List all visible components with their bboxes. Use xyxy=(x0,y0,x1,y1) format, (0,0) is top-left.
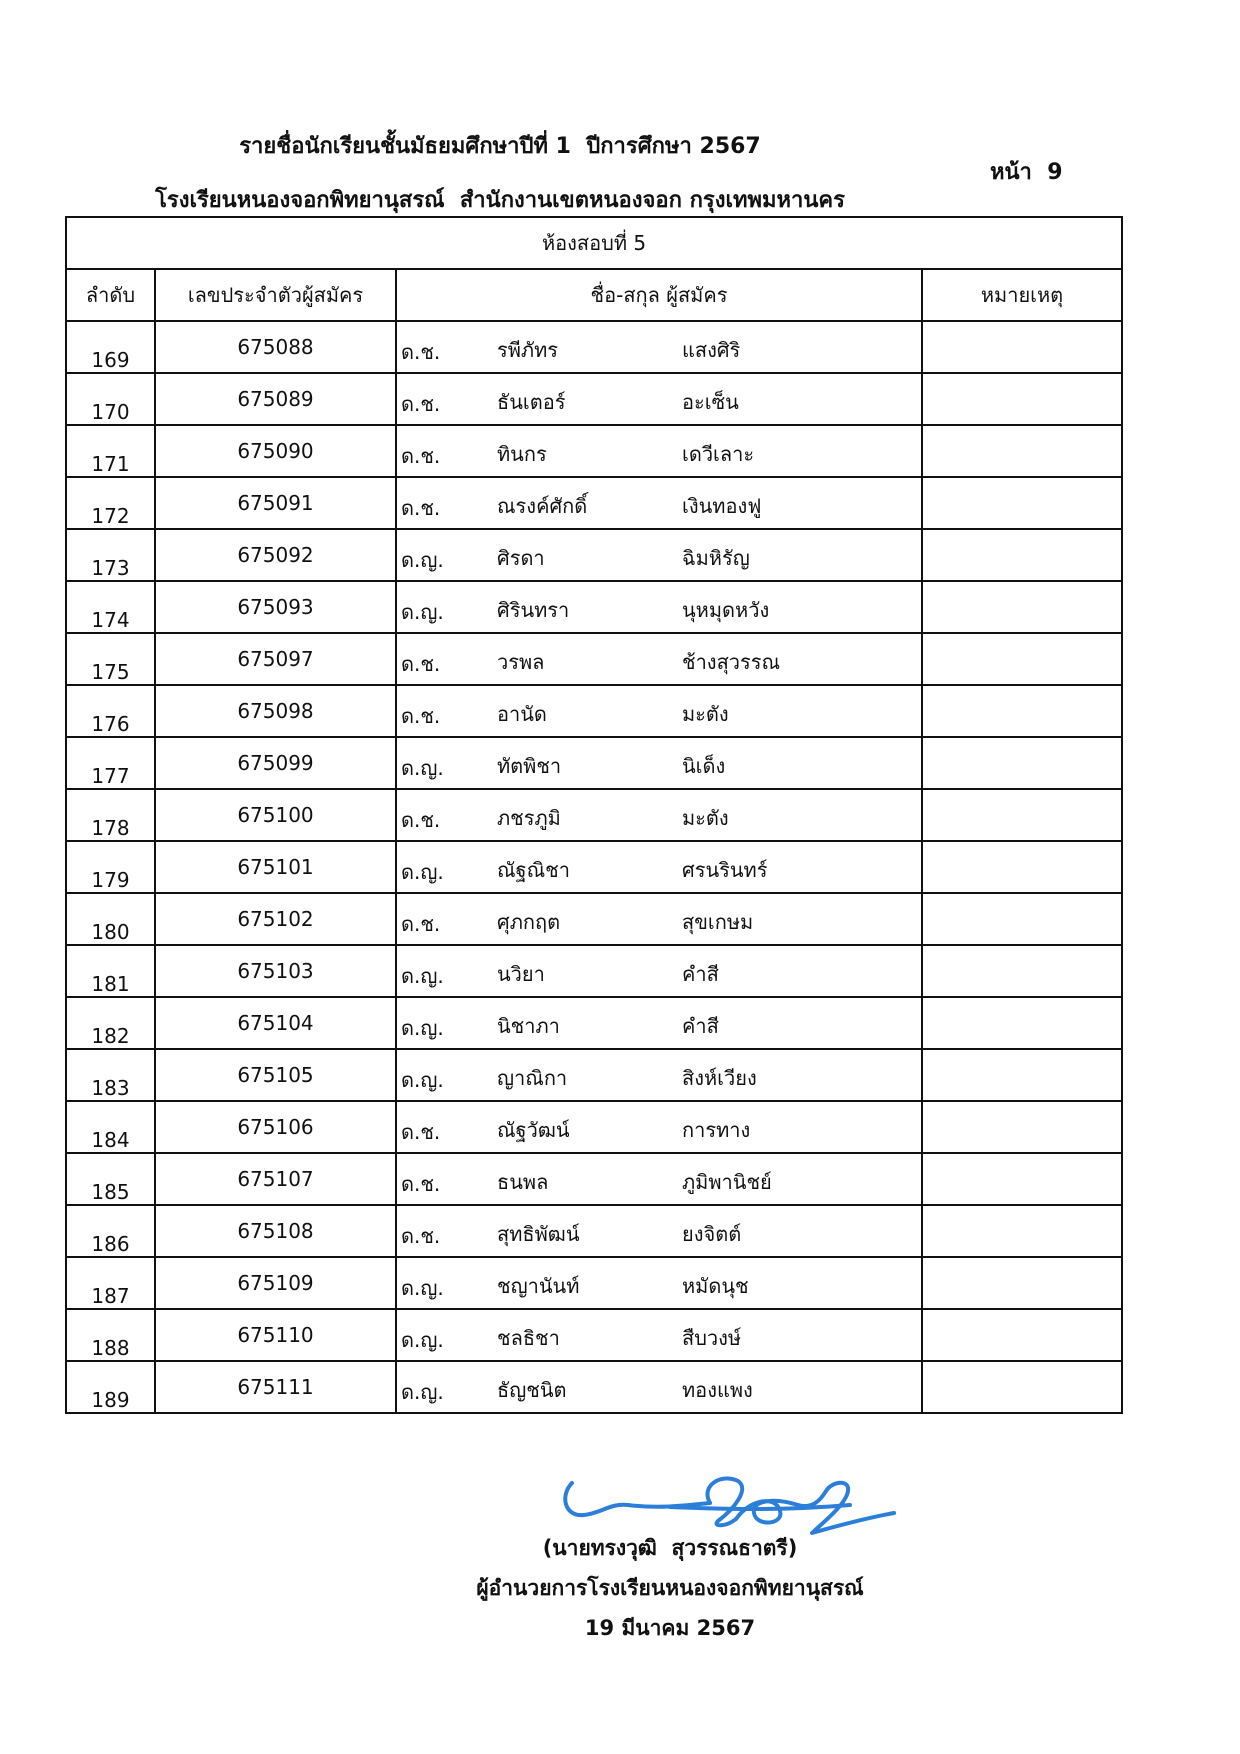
cell-name xyxy=(396,1101,922,1153)
name-prefix: ด.ญ. xyxy=(401,1276,444,1300)
first-name: ณัฐณิชา xyxy=(497,858,570,882)
cell-applicant-id: 675107 xyxy=(155,1153,396,1205)
table-row xyxy=(66,581,1122,633)
cell-remark xyxy=(922,581,1122,633)
name-prefix: ด.ญ. xyxy=(401,1016,444,1040)
table-row xyxy=(66,1257,1122,1309)
name-prefix: ด.ช. xyxy=(401,340,441,364)
first-name: สุทธิพัฒน์ xyxy=(497,1222,580,1246)
cell-no: 177 xyxy=(66,737,155,789)
last-name: หมัดนุช xyxy=(682,1274,749,1298)
cell-no: 181 xyxy=(66,945,155,997)
first-name: ศุภกฤต xyxy=(497,910,561,934)
cell-applicant-id: 675108 xyxy=(155,1205,396,1257)
table-row xyxy=(66,1361,1122,1413)
cell-no: 170 xyxy=(66,373,155,425)
cell-no: 179 xyxy=(66,841,155,893)
table-row xyxy=(66,841,1122,893)
last-name: มะตัง xyxy=(682,806,729,830)
table-row xyxy=(66,737,1122,789)
cell-name xyxy=(396,841,922,893)
name-prefix: ด.ช. xyxy=(401,704,441,728)
name-prefix: ด.ช. xyxy=(401,808,441,832)
cell-no: 171 xyxy=(66,425,155,477)
last-name: นุหมุดหวัง xyxy=(682,598,770,622)
table-row xyxy=(66,633,1122,685)
last-name: คำสี xyxy=(682,962,719,986)
cell-name xyxy=(396,373,922,425)
cell-remark xyxy=(922,841,1122,893)
first-name: ทัตพิชา xyxy=(497,754,562,778)
cell-remark xyxy=(922,1361,1122,1413)
signer-position: ผู้อำนวยการโรงเรียนหนองจอกพิทยานุสรณ์ xyxy=(476,1576,864,1600)
first-name: ชลธิชา xyxy=(497,1326,560,1350)
cell-name xyxy=(396,1361,922,1413)
cell-no: 182 xyxy=(66,997,155,1049)
cell-applicant-id: 675093 xyxy=(155,581,396,633)
cell-remark xyxy=(922,1257,1122,1309)
cell-name xyxy=(396,997,922,1049)
cell-applicant-id: 675092 xyxy=(155,529,396,581)
roster-table xyxy=(65,216,1123,1414)
name-prefix: ด.ญ. xyxy=(401,756,444,780)
cell-name xyxy=(396,425,922,477)
last-name: มะตัง xyxy=(682,702,729,726)
room-header-row xyxy=(66,217,1122,269)
last-name: สิงห์เวียง xyxy=(682,1066,757,1090)
cell-no: 187 xyxy=(66,1257,155,1309)
school-subtitle: โรงเรียนหนองจอกพิทยานุสรณ์ สำนักงานเขตหนองจอก กรุงเทพมหานคร xyxy=(155,188,845,213)
table-row xyxy=(66,1309,1122,1361)
cell-name xyxy=(396,945,922,997)
cell-remark xyxy=(922,997,1122,1049)
last-name: ยงจิตต์ xyxy=(682,1222,742,1246)
cell-remark xyxy=(922,529,1122,581)
cell-no: 175 xyxy=(66,633,155,685)
cell-applicant-id: 675109 xyxy=(155,1257,396,1309)
cell-applicant-id: 675098 xyxy=(155,685,396,737)
room-title: ห้องสอบที่ 5 xyxy=(66,217,1122,269)
cell-name xyxy=(396,893,922,945)
first-name: ธันเตอร์ xyxy=(497,390,566,414)
cell-name xyxy=(396,633,922,685)
cell-applicant-id: 675106 xyxy=(155,1101,396,1153)
cell-applicant-id: 675103 xyxy=(155,945,396,997)
last-name: แสงศิริ xyxy=(682,338,741,362)
first-name: ภชรภูมิ xyxy=(497,806,561,830)
cell-no: 186 xyxy=(66,1205,155,1257)
cell-name xyxy=(396,1309,922,1361)
roster-body xyxy=(66,321,1122,1413)
column-header-applicant-id: เลขประจำตัวผู้สมัคร xyxy=(155,269,396,321)
cell-remark xyxy=(922,945,1122,997)
cell-remark xyxy=(922,321,1122,373)
last-name: ศรนรินทร์ xyxy=(682,858,768,882)
first-name: ณรงค์ศักดิ์ xyxy=(497,494,588,518)
column-header-name: ชื่อ-สกุล ผู้สมัคร xyxy=(396,269,922,321)
cell-applicant-id: 675099 xyxy=(155,737,396,789)
cell-name xyxy=(396,685,922,737)
cell-remark xyxy=(922,893,1122,945)
cell-remark xyxy=(922,477,1122,529)
cell-remark xyxy=(922,373,1122,425)
name-prefix: ด.ช. xyxy=(401,912,441,936)
first-name: ณัฐวัฒน์ xyxy=(497,1118,570,1142)
signer-name: (นายทรงวุฒิ สุวรรณธาตรี) xyxy=(542,1536,798,1560)
cell-no: 172 xyxy=(66,477,155,529)
cell-remark xyxy=(922,425,1122,477)
cell-applicant-id: 675110 xyxy=(155,1309,396,1361)
column-header-row xyxy=(66,269,1122,321)
table-row xyxy=(66,1153,1122,1205)
first-name: ศิรดา xyxy=(497,546,545,570)
table-row xyxy=(66,373,1122,425)
cell-name xyxy=(396,1205,922,1257)
column-header-no: ลำดับ xyxy=(66,269,155,321)
cell-no: 178 xyxy=(66,789,155,841)
cell-applicant-id: 675089 xyxy=(155,373,396,425)
table-row xyxy=(66,997,1122,1049)
last-name: นิเด็ง xyxy=(682,754,726,778)
cell-name xyxy=(396,321,922,373)
last-name: คำสี xyxy=(682,1014,719,1038)
cell-applicant-id: 675091 xyxy=(155,477,396,529)
cell-applicant-id: 675102 xyxy=(155,893,396,945)
column-header-remark: หมายเหตุ xyxy=(922,269,1122,321)
last-name: อะเซ็น xyxy=(682,390,739,414)
name-prefix: ด.ญ. xyxy=(401,1068,444,1092)
table-row xyxy=(66,945,1122,997)
first-name: ศิรินทรา xyxy=(497,598,570,622)
table-row xyxy=(66,1049,1122,1101)
table-row xyxy=(66,321,1122,373)
table-row xyxy=(66,685,1122,737)
first-name: นิชาภา xyxy=(497,1014,560,1038)
first-name: ทินกร xyxy=(497,442,547,466)
cell-remark xyxy=(922,1205,1122,1257)
cell-applicant-id: 675101 xyxy=(155,841,396,893)
first-name: ธัญชนิต xyxy=(497,1378,567,1402)
cell-remark xyxy=(922,737,1122,789)
cell-remark xyxy=(922,789,1122,841)
document-date: 19 มีนาคม 2567 xyxy=(584,1616,756,1640)
table-row xyxy=(66,477,1122,529)
name-prefix: ด.ญ. xyxy=(401,964,444,988)
cell-no: 173 xyxy=(66,529,155,581)
cell-applicant-id: 675097 xyxy=(155,633,396,685)
cell-no: 169 xyxy=(66,321,155,373)
cell-no: 183 xyxy=(66,1049,155,1101)
cell-name xyxy=(396,1049,922,1101)
table-row xyxy=(66,893,1122,945)
first-name: ธนพล xyxy=(497,1170,549,1194)
cell-no: 174 xyxy=(66,581,155,633)
page-number: หน้า 9 xyxy=(990,160,1063,185)
cell-applicant-id: 675100 xyxy=(155,789,396,841)
last-name: สืบวงษ์ xyxy=(682,1326,742,1350)
table-row xyxy=(66,425,1122,477)
cell-remark xyxy=(922,633,1122,685)
cell-remark xyxy=(922,1309,1122,1361)
table-row xyxy=(66,1205,1122,1257)
cell-name xyxy=(396,477,922,529)
cell-no: 188 xyxy=(66,1309,155,1361)
cell-name xyxy=(396,789,922,841)
cell-no: 189 xyxy=(66,1361,155,1413)
last-name: เดวีเลาะ xyxy=(682,442,755,466)
cell-no: 184 xyxy=(66,1101,155,1153)
cell-no: 176 xyxy=(66,685,155,737)
name-prefix: ด.ญ. xyxy=(401,860,444,884)
first-name: ชญานันท์ xyxy=(497,1274,580,1298)
first-name: ญาณิกา xyxy=(497,1066,568,1090)
first-name: รพีภัทร xyxy=(497,338,559,362)
name-prefix: ด.ญ. xyxy=(401,1328,444,1352)
first-name: วรพล xyxy=(497,650,545,674)
cell-name xyxy=(396,1153,922,1205)
first-name: นวิยา xyxy=(497,962,545,986)
cell-no: 185 xyxy=(66,1153,155,1205)
cell-remark xyxy=(922,685,1122,737)
first-name: อานัด xyxy=(497,702,547,726)
cell-name xyxy=(396,1257,922,1309)
document-title: รายชื่อนักเรียนชั้นมัธยมศึกษาปีที่ 1 ปีการศึกษา 2567 xyxy=(239,134,761,159)
last-name: ภูมิพานิชย์ xyxy=(682,1170,772,1194)
cell-remark xyxy=(922,1101,1122,1153)
name-prefix: ด.ช. xyxy=(401,1224,441,1248)
table-row xyxy=(66,789,1122,841)
cell-applicant-id: 675111 xyxy=(155,1361,396,1413)
name-prefix: ด.ช. xyxy=(401,496,441,520)
name-prefix: ด.ช. xyxy=(401,1120,441,1144)
name-prefix: ด.ญ. xyxy=(401,600,444,624)
last-name: สุขเกษม xyxy=(682,910,754,934)
name-prefix: ด.ช. xyxy=(401,444,441,468)
last-name: ฉิมหิรัญ xyxy=(682,546,750,570)
name-prefix: ด.ช. xyxy=(401,652,441,676)
cell-remark xyxy=(922,1049,1122,1101)
cell-applicant-id: 675090 xyxy=(155,425,396,477)
table-row xyxy=(66,529,1122,581)
cell-no: 180 xyxy=(66,893,155,945)
cell-applicant-id: 675088 xyxy=(155,321,396,373)
last-name: ทองแพง xyxy=(682,1378,753,1402)
name-prefix: ด.ญ. xyxy=(401,548,444,572)
name-prefix: ด.ช. xyxy=(401,392,441,416)
last-name: การทาง xyxy=(682,1118,751,1142)
table-row xyxy=(66,1101,1122,1153)
cell-applicant-id: 675105 xyxy=(155,1049,396,1101)
cell-name xyxy=(396,529,922,581)
last-name: ช้างสุวรรณ xyxy=(682,650,781,674)
cell-name xyxy=(396,581,922,633)
cell-name xyxy=(396,737,922,789)
name-prefix: ด.ญ. xyxy=(401,1380,444,1404)
cell-applicant-id: 675104 xyxy=(155,997,396,1049)
cell-remark xyxy=(922,1153,1122,1205)
name-prefix: ด.ช. xyxy=(401,1172,441,1196)
last-name: เงินทองฟู xyxy=(682,494,762,518)
